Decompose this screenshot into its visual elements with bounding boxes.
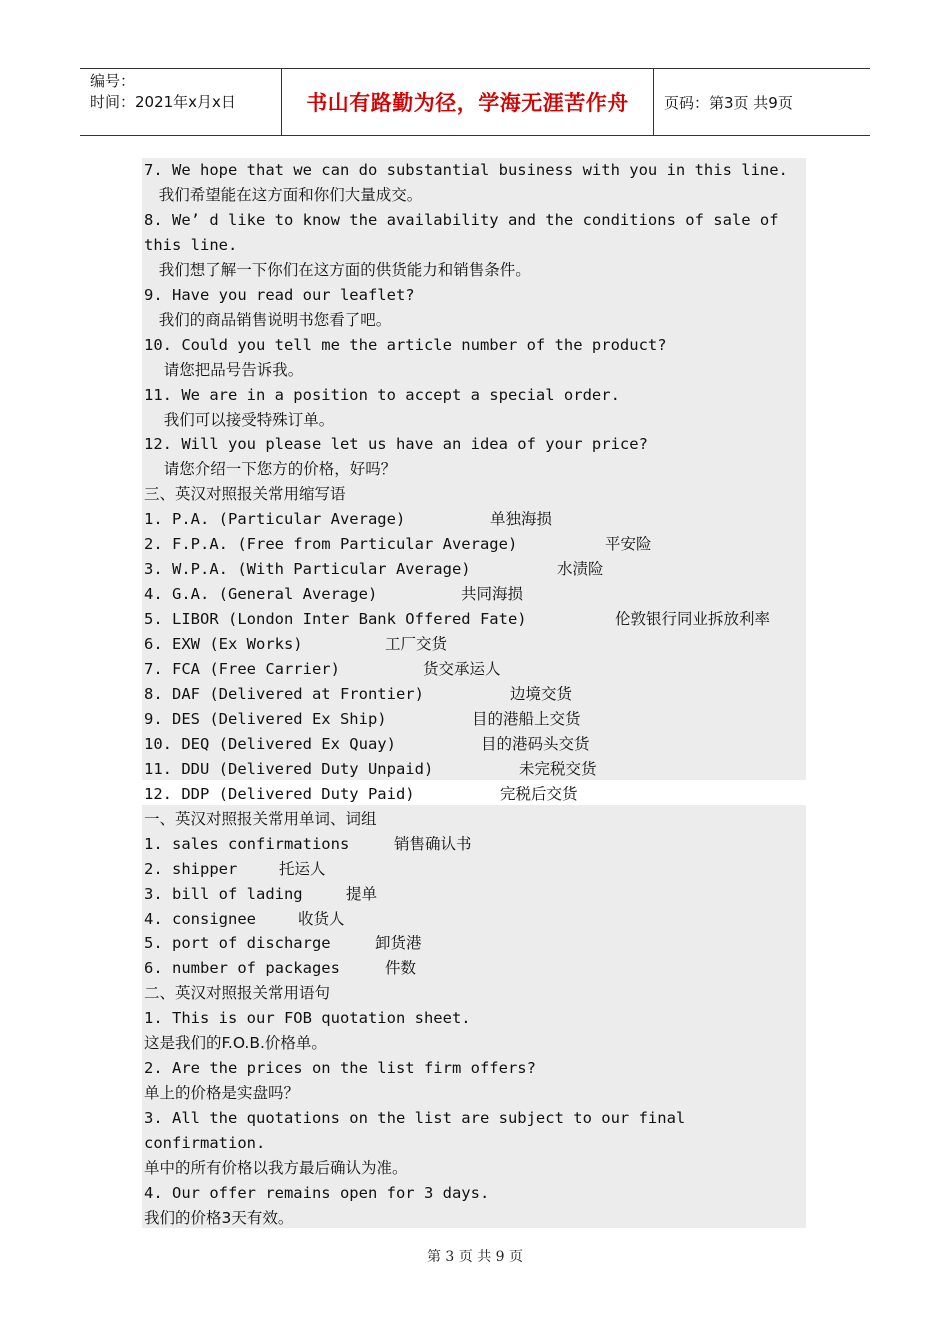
document-number-label: 编号： bbox=[90, 72, 136, 90]
text-line: 1. This is our FOB quotation sheet. bbox=[144, 1009, 471, 1028]
glossary-translation: 伦敦银行同业拆放利率 bbox=[615, 610, 771, 629]
glossary-term: 2. F.P.A. (Free from Particular Average) bbox=[144, 535, 518, 554]
glossary-term: 5. port of discharge bbox=[144, 934, 331, 953]
text-line: 一、英汉对照报关常用单词、词组 bbox=[144, 809, 377, 828]
glossary-term: 6. EXW (Ex Works) bbox=[144, 635, 303, 654]
text-line: 请您介绍一下您方的价格，好吗？ bbox=[144, 460, 397, 479]
glossary-term: 7. FCA (Free Carrier) bbox=[144, 660, 340, 678]
glossary-term: 1. P.A. (Particular Average) bbox=[144, 510, 406, 529]
glossary-term: 10. DEQ (Delivered Ex Quay) bbox=[144, 734, 396, 753]
text-line: 我们希望能在这方面和你们大量成交。 bbox=[144, 185, 423, 204]
glossary-term: 9. DES (Delivered Ex Ship) bbox=[144, 709, 387, 728]
glossary-translation: 收货人 bbox=[298, 909, 345, 928]
glossary-term: 2. shipper bbox=[144, 859, 238, 878]
page-header bbox=[80, 68, 870, 136]
text-line: 三、英汉对照报关常用缩写语 bbox=[144, 485, 346, 504]
glossary-translation: 单独海损 bbox=[490, 510, 553, 529]
glossary-term: 4. G.A. (General Average) bbox=[144, 585, 378, 604]
text-line: 11. We are in a position to accept a special order. bbox=[144, 385, 620, 404]
header-meta bbox=[80, 69, 282, 135]
document-body bbox=[142, 158, 806, 1228]
glossary-term: 6. number of packages bbox=[144, 959, 340, 978]
text-line: confirmation. bbox=[144, 1134, 266, 1153]
text-line: 请您把品号告诉我。 bbox=[144, 360, 304, 379]
glossary-translation: 平安险 bbox=[605, 535, 652, 554]
text-line: 我们想了解一下你们在这方面的供货能力和销售条件。 bbox=[144, 260, 531, 279]
glossary-translation: 目的港船上交货 bbox=[472, 709, 581, 728]
document-time: 时间：2021年x月x日 bbox=[90, 93, 236, 111]
text-line: 二、英汉对照报关常用语句 bbox=[144, 984, 331, 1003]
text-line: 这是我们的F.O.B.价格单。 bbox=[144, 1034, 327, 1053]
motto-text: 书山有路勤为径，学海无涯苦作舟 bbox=[306, 91, 629, 115]
glossary-translation: 共同海损 bbox=[461, 585, 524, 604]
glossary-translation: 目的港码头交货 bbox=[481, 734, 590, 753]
text-line: 9. Have you read our leaflet? bbox=[144, 285, 415, 304]
glossary-translation: 工厂交货 bbox=[385, 635, 448, 654]
text-line: 4. Our offer remains open for 3 days. bbox=[144, 1183, 490, 1202]
glossary-translation: 完税后交货 bbox=[500, 784, 578, 803]
header-page-info bbox=[654, 69, 870, 135]
glossary-translation: 卸货港 bbox=[375, 934, 422, 953]
text-line: 我们可以接受特殊订单。 bbox=[144, 410, 335, 429]
glossary-term: 4. consignee bbox=[144, 909, 256, 928]
glossary-term: 3. W.P.A. (With Particular Average) bbox=[144, 560, 471, 579]
glossary-translation: 托运人 bbox=[279, 859, 326, 878]
page-footer: 第 3 页 共 9 页 bbox=[426, 1249, 524, 1265]
glossary-term: 11. DDU (Delivered Duty Unpaid) bbox=[144, 759, 434, 778]
glossary-translation: 边境交货 bbox=[510, 684, 573, 703]
glossary-term: 3. bill of lading bbox=[144, 884, 303, 903]
text-line: 单中的所有价格以我方最后确认为准。 bbox=[144, 1159, 408, 1177]
text-line: 2. Are the prices on the list firm offers? bbox=[144, 1059, 536, 1078]
glossary-translation: 未完税交货 bbox=[519, 759, 597, 778]
glossary-term: 1. sales confirmations bbox=[144, 834, 350, 853]
glossary-translation: 水渍险 bbox=[557, 560, 604, 579]
glossary-translation: 销售确认书 bbox=[394, 834, 472, 853]
text-line: this line. bbox=[144, 235, 238, 254]
glossary-term: 5. LIBOR (London Inter Bank Offered Fate) bbox=[144, 610, 527, 629]
page-info-text: 页码：第3页 共9页 bbox=[664, 93, 793, 112]
glossary-term: 12. DDP (Delivered Duty Paid) bbox=[144, 784, 415, 803]
text-line: 我们的商品销售说明书您看了吧。 bbox=[144, 310, 392, 329]
glossary-translation: 提单 bbox=[346, 884, 378, 903]
glossary-translation: 件数 bbox=[385, 959, 417, 978]
text-line: 10. Could you tell me the article number of the product? bbox=[144, 335, 667, 354]
glossary-translation: 货交承运人 bbox=[423, 660, 501, 678]
text-line: 7. We hope that we can do substantial business with you in this line. bbox=[144, 161, 788, 179]
text-line: 3. All the quotations on the list are subject to our final bbox=[144, 1109, 686, 1128]
text-line: 我们的价格3天有效。 bbox=[144, 1208, 294, 1227]
text-line: 单上的价格是实盘吗？ bbox=[144, 1084, 300, 1103]
text-line: 12. Will you please let us have an idea of your price? bbox=[144, 435, 648, 454]
header-motto-cell bbox=[282, 69, 654, 135]
glossary-term: 8. DAF (Delivered at Frontier) bbox=[144, 684, 424, 703]
text-line: 8. We’ d like to know the availability and the conditions of sale of bbox=[144, 210, 779, 229]
